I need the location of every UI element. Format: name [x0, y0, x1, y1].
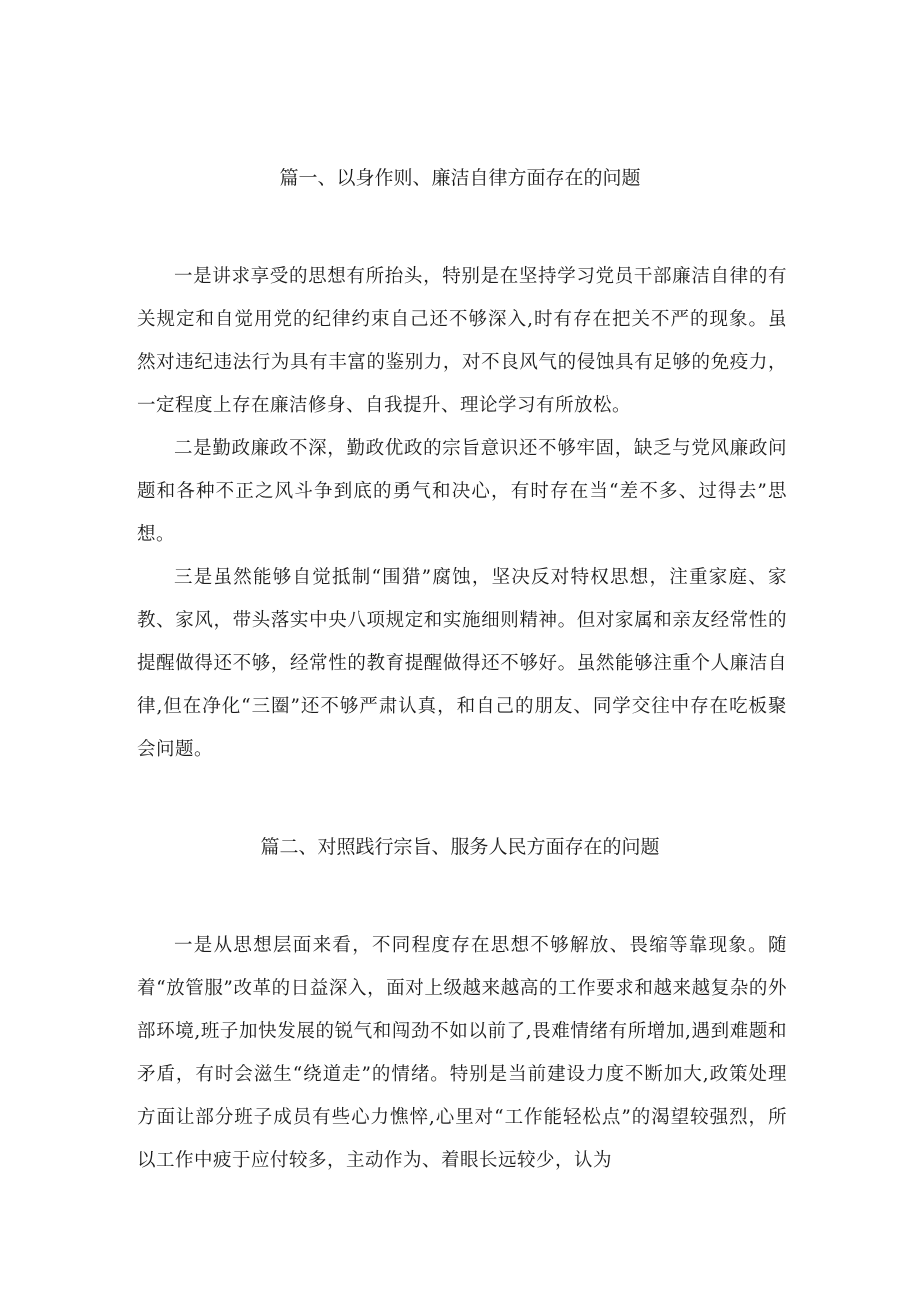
section2-heading: 篇二、对照践行宗旨、服务人民方面存在的问题: [260, 836, 660, 858]
section1-paragraph-2: 二是勤政廉政不深，勤政优政的宗旨意识还不够牢固，缺乏与党风廉政问题和各种不正之风斗争到底的勇气和决心，有时存在当“差不多、过得去”思想。: [137, 438, 787, 545]
section1-heading: 篇一、以身作则、廉洁自律方面存在的问题: [279, 167, 641, 189]
section1-paragraph-1: 一是讲求享受的思想有所抬头，特别是在坚持学习党员干部廉洁自律的有关规定和自觉用党的纪律约束自己还不够深入,时有存在把关不严的现象。虽然对违纪违法行为具有丰富的鉴别力，对不良风气的侵蚀具有足够的免疫力，一定程度上存在廉洁修身、自我提升、理论学习有所放松。: [137, 266, 787, 416]
section1-paragraph-3: 三是虽然能够自觉抵制“围猎”腐蚀，坚决反对特权思想，注重家庭、家教、家风，带头落实中央八项规定和实施细则精神。但对家属和亲友经常性的提醒做得还不够，经常性的教育提醒做得还不够好。虽然能够注重个人廉洁自律,但在净化“三圈”还不够严肃认真，和自己的朋友、同学交往中存在吃板聚会问题。: [137, 567, 787, 760]
section2-paragraph-1: 一是从思想层面来看，不同程度存在思想不够解放、畏缩等靠现象。随着“放管服”改革的日益深入，面对上级越来越高的工作要求和越来越复杂的外部环境,班子加快发展的锐气和闯劲不如以前了,畏难情绪有所增加,遇到难题和矛盾，有时会滋生“绕道走”的情绪。特别是当前建设力度不断加大,政策处理方面让部分班子成员有些心力憔悴,心里对“工作能轻松点”的渴望较强烈，所以工作中疲于应付较多，主动作为、着眼长远较少，认为: [137, 935, 787, 1171]
